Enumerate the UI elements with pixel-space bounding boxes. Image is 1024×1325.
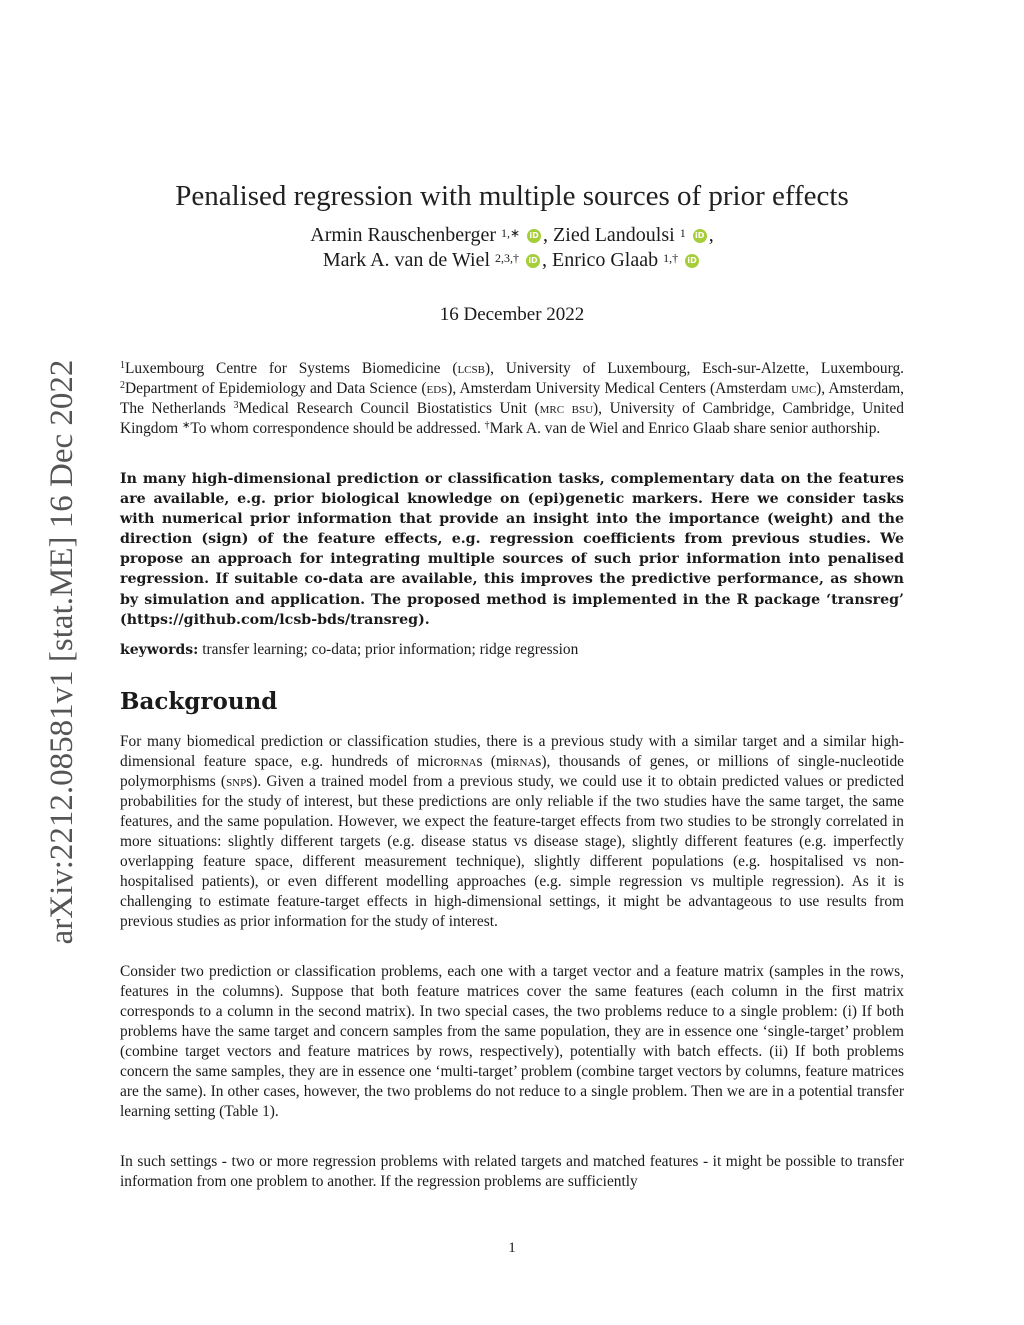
affiliation-text: Medical Research Council Biostatistics Unit ( [238,400,540,417]
affiliations [120,359,904,439]
affiliation-text: ), Amsterdam, The Netherlands [120,380,905,417]
affiliation-text: ), University of Luxembourg, Esch-sur-Alzette, Luxembourg. [484,360,904,377]
author-name: Enrico Glaab [552,249,659,271]
affiliation-text: ), University of Cambridge, Cambridge, United Kingdom [120,400,905,437]
affiliation-acronym: umc [791,380,817,397]
author-line-2: Mark A. van de Wiel $^{2,3,\dagger}$ iD , Enrico Glaab $^{1,\dagger}$ iD [0,248,1024,273]
author-name: Zied Landoulsi [553,224,675,246]
paragraph-text: s), thousands of genes, or millions of single-nucleotide polymorphisms ( [120,753,904,790]
section-heading-background: Background [120,688,278,715]
author-affiliation-marker: 1,∗ [500,226,521,240]
paragraph-text: For many biomedical prediction or classification studies, there is a previous study with a similar target and a similar high-dimensional feature space, e.g. hundreds of micro [120,733,904,770]
paper-title: Penalised regression with multiple sources of prior effects [175,180,849,212]
affiliation-marker: 2 [120,380,125,391]
affiliation-acronym: mrc bsu [539,400,594,417]
affiliation-marker: 3 [233,400,239,411]
author-name: Armin Rauschenberger [310,224,496,246]
acronym: rna [512,753,536,770]
orcid-icon[interactable]: iD [685,254,699,268]
author-affiliation-marker: 2,3,† [495,251,520,265]
paragraph-text: s (mi [476,753,513,770]
paragraph-3: In such settings - two or more regression problems with related targets and matched features - it might be possible to transfer information from one problem to another. If the regression problems are sufficiently [120,1153,904,1190]
affiliation-acronym: lcsb [457,360,485,377]
keywords [120,640,904,660]
footnote-marker: † [484,420,490,431]
orcid-icon[interactable]: iD [693,229,707,243]
arxiv-sidebar-stamp: arXiv:2212.08581v1 [stat.ME] 16 Dec 2022 [44,359,80,945]
author-affiliation-marker: 1,† [663,251,679,265]
acronym: rna [453,753,477,770]
affiliation-text: To whom correspondence should be addressed. [190,420,485,437]
acronym: snp [226,773,247,790]
abstract: In many high-dimensional prediction or classification tasks, complementary data on the features are available, e.g. prior biological knowledge on (epi)genetic markers. Here we consider tasks with numerical prior information that provide an insight into the importance (weight) and the direction (sign) of the feature effects, e.g. regression coefficients from previous studies. We propose an approach for integrating multiple sources of such prior information into penalised regression. If suitable co-data are available, this improves the predictive performance, as shown by simulation and application. The proposed method is implemented in the R package ‘transreg’ (https://github.com/lcsb-bds/transreg). [120,471,904,628]
paragraph-text: s). Given a trained model from a previous study, we could use it to obtain predicted values or predicted probabilities for the study of interest, but these predictions are only reliable if the two studies have the same target, the same features, and the same population. However, we expect the feature-target effects from two studies to be strongly correlated in more situations: slightly different targets (e.g. disease status vs disease stage), slightly different features (e.g. imperfectly overlapping feature space, different measurement technique), slightly different populations (e.g. hospitalised vs non-hospitalised patients), or even different modelling approaches (e.g. simple regression vs multiple regression). As it is challenging to estimate feature-target effects in high-dimensional settings, it might be advantageous to use results from previous studies as prior information for the study of interest. [120,773,904,930]
author-name: Mark A. van de Wiel [322,249,491,271]
affiliation-marker: 1 [120,360,125,371]
affiliation-acronym: eds [426,380,448,397]
orcid-icon[interactable]: iD [527,229,541,243]
author-line-1: Armin Rauschenberger $^{1,∗}$ iD , Zied Landoulsi $^1$ iD , [310,224,714,246]
affiliation-text: Department of Epidemiology and Data Science ( [125,380,427,397]
publication-date: 16 December 2022 [439,304,585,325]
paragraph-2: Consider two prediction or classification problems, each one with a target vector and a feature matrix (samples in the rows, features in the columns). Suppose that both feature matrices cover the same features (each column in the first matrix corresponds to a column in the second matrix). In two special cases, the two problems reduce to a single problem: (i) If both problems have the same target and concern samples from the same population, they are in essence one ‘single-target’ problem (combine target vectors and feature matrices by rows, respectively), potentially with batch effects. (ii) If both problems concern the same samples, they are in essence one ‘multi-target’ problem (combine target vectors by columns, feature matrices are the same). In other cases, however, the two problems do not reduce to a single problem. Then we are in a potential transfer learning setting (Table 1). [120,963,904,1120]
keywords-text: transfer learning; co-data; prior information; ridge regression [202,641,579,658]
affiliation-text: Luxembourg Centre for Systems Biomedicine ( [125,360,458,377]
author-list [0,223,1024,273]
affiliation-text: ), Amsterdam University Medical Centers (Amsterdam [447,380,792,397]
author-affiliation-marker: 1 [679,226,686,240]
paragraph-1 [120,732,904,932]
orcid-icon[interactable]: iD [526,254,540,268]
keywords-label: keywords: [120,642,199,658]
footnote-marker: ∗ [182,420,191,431]
affiliation-text: Mark A. van de Wiel and Enrico Glaab share senior authorship. [489,420,881,437]
page-number: 1 [508,1240,516,1256]
